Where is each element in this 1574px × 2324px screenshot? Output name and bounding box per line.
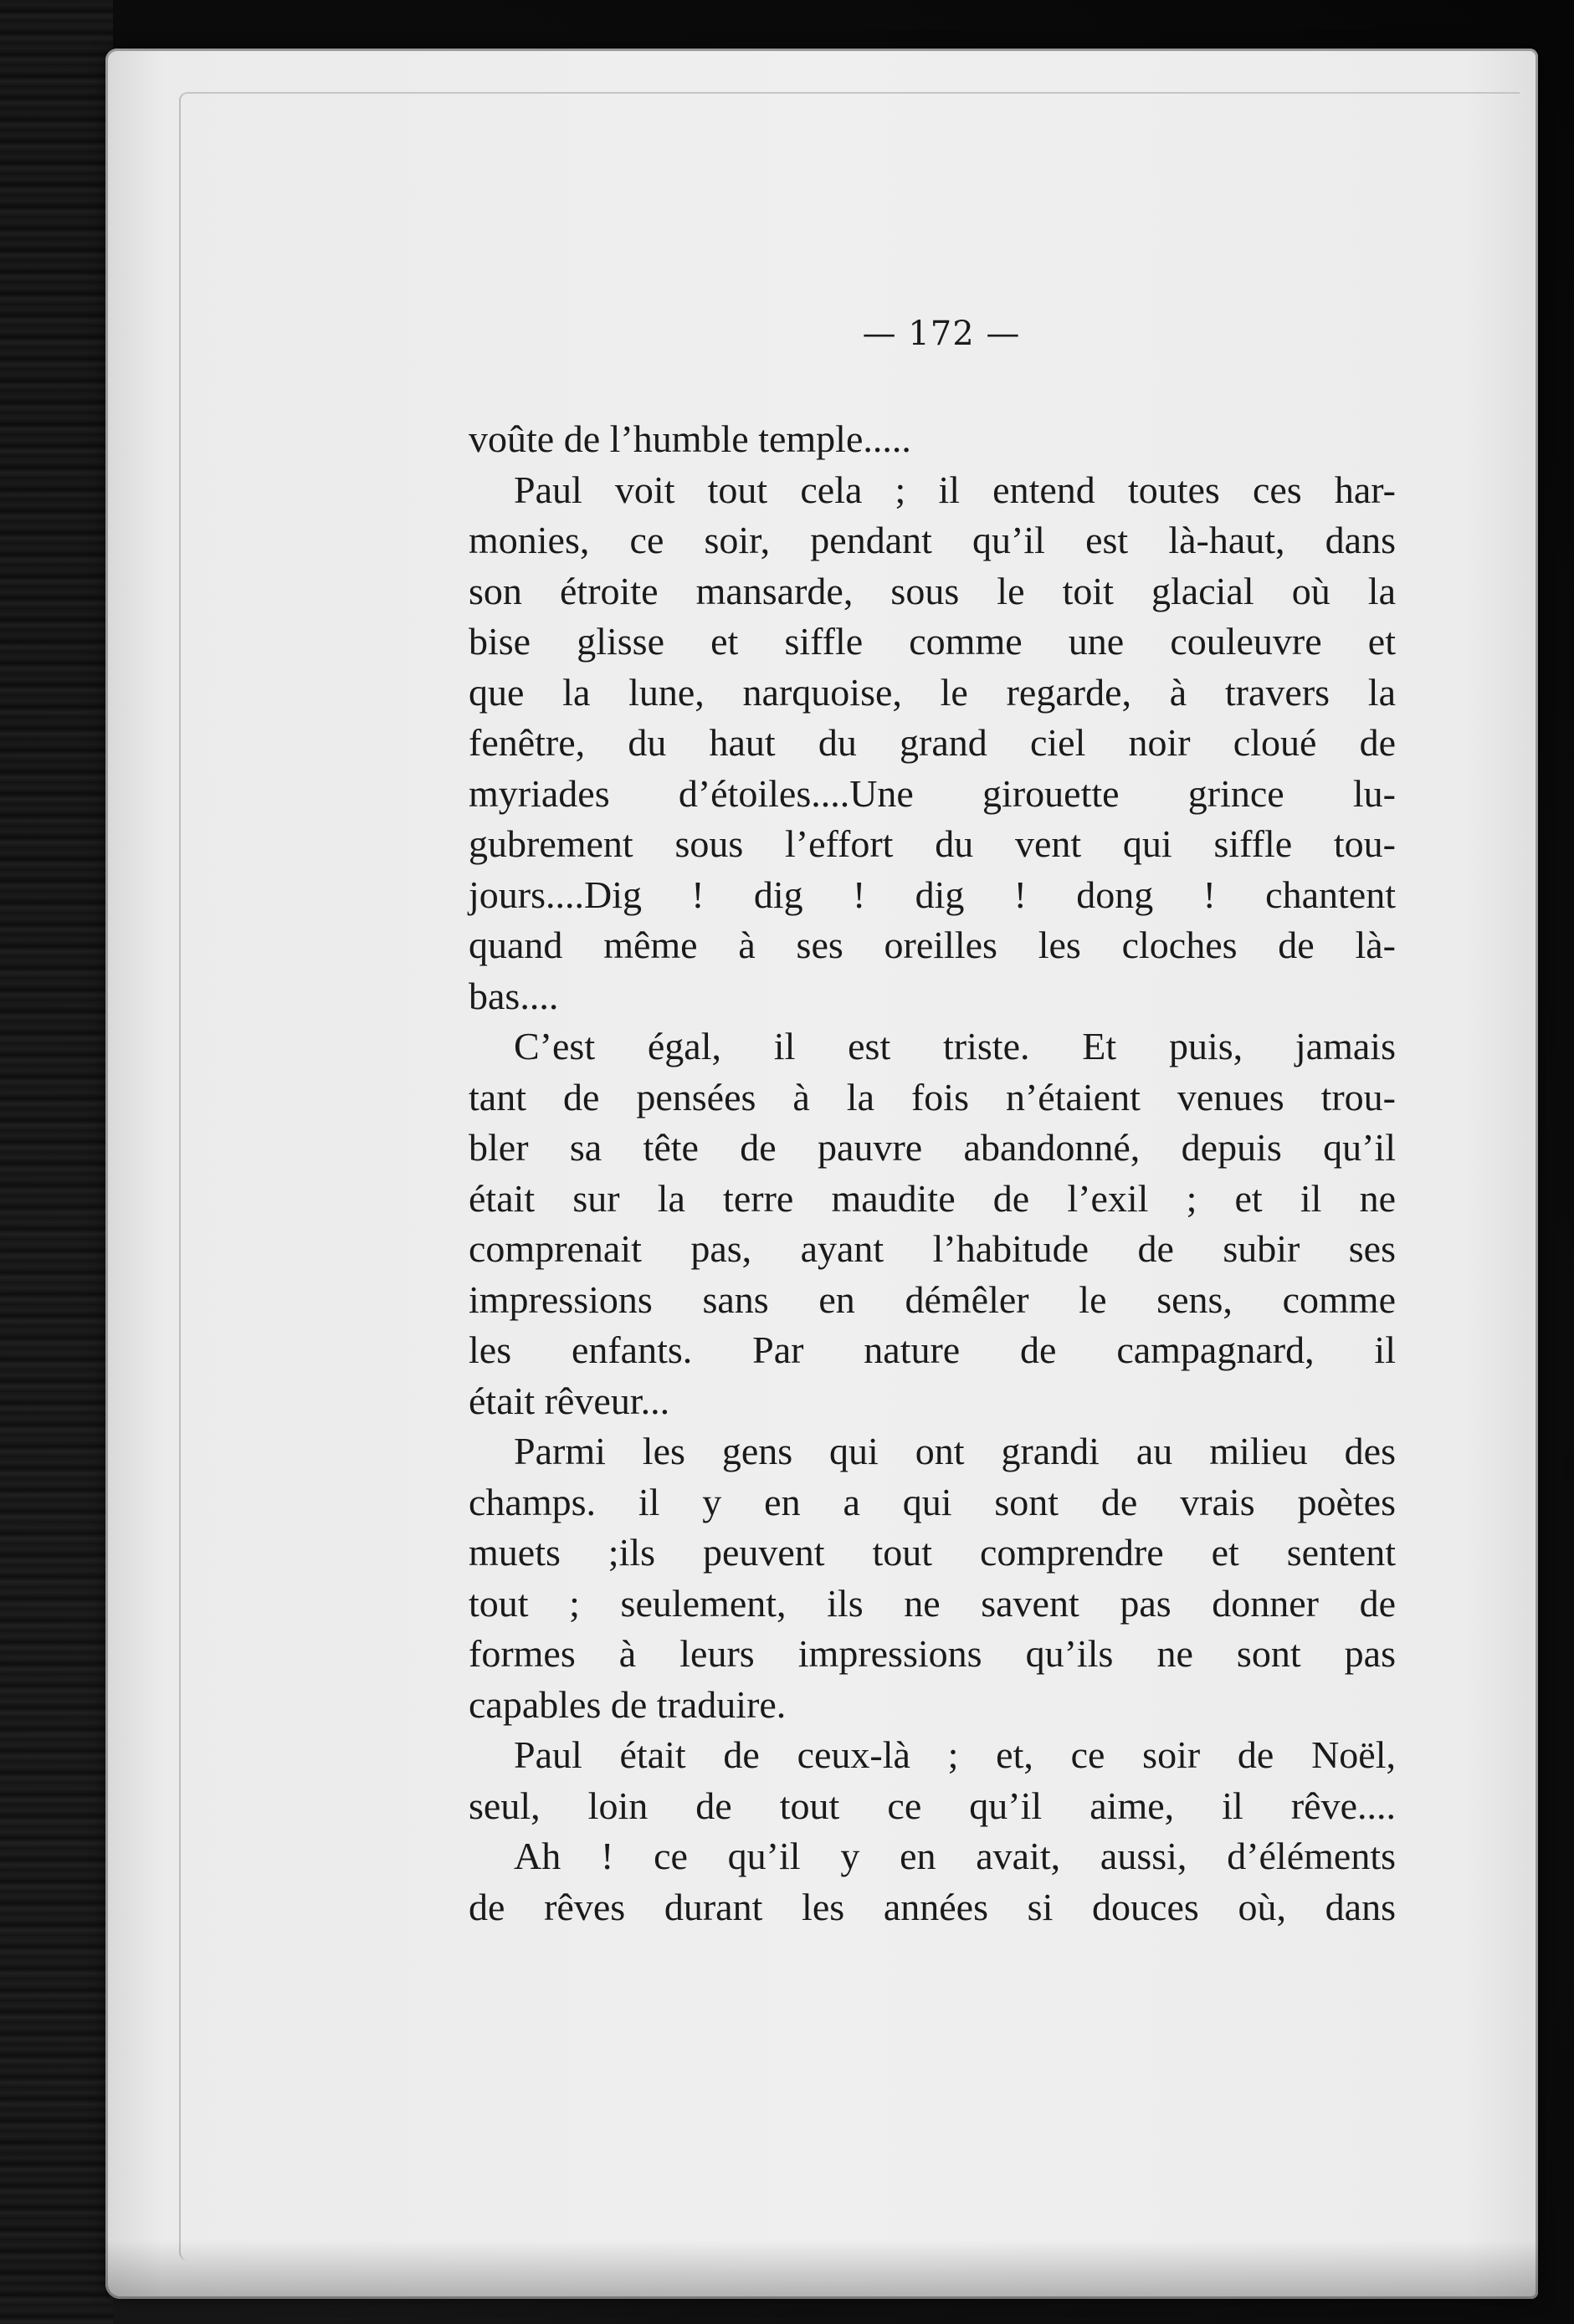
text-line: impressions sans en démêler le sens, comme <box>469 1277 1396 1321</box>
text-line: que la lune, narquoise, le regarde, à travers la <box>469 670 1396 714</box>
text-line: était rêveur... <box>469 1379 670 1422</box>
text-line: voûte de l’humble temple..... <box>469 417 911 460</box>
text-line: capables de traduire. <box>469 1682 787 1726</box>
text-line: bler sa tête de pauvre abandonné, depuis qu’il <box>469 1126 1396 1169</box>
text-line: Ah ! ce qu’il y en avait, aussi, d’éléments <box>514 1835 1396 1877</box>
right-edge-mark <box>1562 721 1574 751</box>
body-text <box>469 414 1396 1932</box>
text-line: quand même à ses oreilles les cloches de là- <box>469 924 1396 966</box>
text-line: tout ; seulement, ils ne savent pas donner de <box>469 1581 1396 1625</box>
text-line: formes à leurs impressions qu’ils ne sont pas <box>469 1632 1396 1675</box>
text-line: jours....Dig ! dig ! dig ! dong ! chantent <box>469 873 1396 916</box>
text-line: bas.... <box>469 974 559 1017</box>
text-line: les enfants. Par nature de campagnard, il <box>469 1328 1396 1371</box>
text-line: C’est égal, il est triste. Et puis, jamais <box>514 1025 1396 1067</box>
text-line: fenêtre, du haut du grand ciel noir cloué de <box>469 721 1396 764</box>
text-line: myriades d’étoiles....Une girouette grince lu- <box>469 771 1396 815</box>
text-line: gubrement sous l’effort du vent qui siffle tou- <box>469 822 1396 865</box>
text-line: son étroite mansarde, sous le toit glacial où la <box>469 569 1396 612</box>
right-edge-mark <box>1562 1051 1574 1081</box>
text-line: seul, loin de tout ce qu’il aime, il rêve.... <box>469 1784 1396 1827</box>
text-line: Paul voit tout cela ; il entend toutes ces har- <box>514 468 1396 511</box>
page-bottom-shadow <box>105 2240 1538 2299</box>
text-line: Parmi les gens qui ont grandi au milieu des <box>514 1430 1396 1472</box>
text-line: comprenait pas, ayant l’habitude de subir ses <box>469 1227 1396 1270</box>
text-line: bise glisse et siffle comme une couleuvre et <box>469 620 1396 663</box>
right-edge-mark <box>1562 1451 1574 1481</box>
text-line: Paul était de ceux-là ; et, ce soir de Noël, <box>514 1733 1396 1776</box>
text-line: était sur la terre maudite de l’exil ; et il ne <box>469 1176 1396 1220</box>
page-number: — 172 — <box>862 315 1021 353</box>
text-line: muets ;ils peuvent tout comprendre et sentent <box>469 1531 1396 1574</box>
text-line: monies, ce soir, pendant qu’il est là-haut, dans <box>469 519 1396 561</box>
text-line: champs. il y en a qui sont de vrais poètes <box>469 1480 1396 1523</box>
text-line: tant de pensées à la fois n’étaient venues trou- <box>469 1075 1396 1118</box>
text-line: de rêves durant les années si douces où, dans <box>469 1885 1396 1928</box>
